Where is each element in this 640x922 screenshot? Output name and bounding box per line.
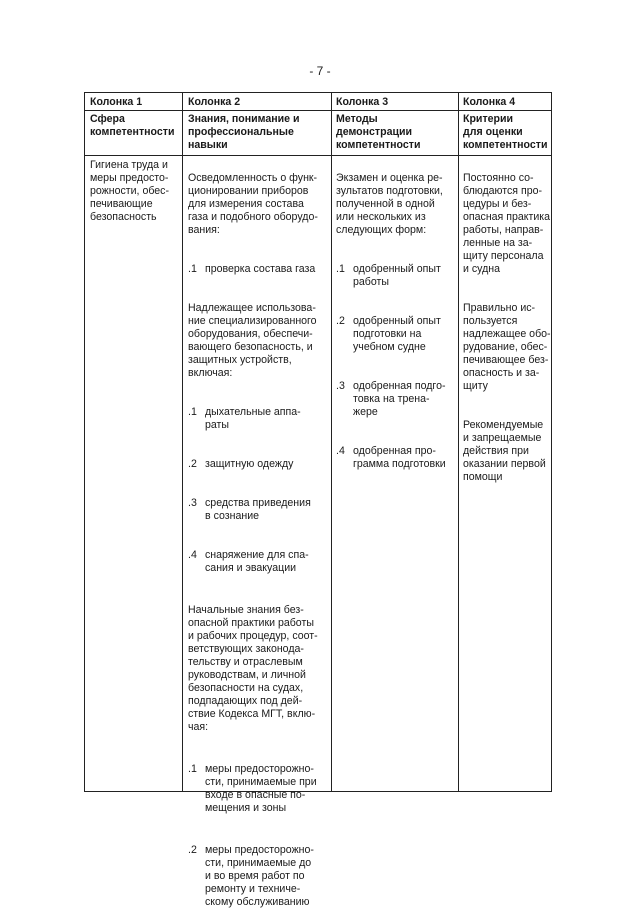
list-item: [188, 844, 329, 909]
list-item-number: .1: [336, 263, 345, 275]
list-item-number: .1: [188, 263, 197, 275]
list-item-number: .2: [188, 844, 197, 856]
list-item-number: .3: [188, 497, 197, 509]
list-item-text: проверка состава газа: [205, 263, 316, 275]
list-item: [188, 497, 329, 523]
list-item: [336, 380, 457, 419]
list-item-text: одобренная про- грамма подготовки: [353, 445, 446, 470]
knowledge-column: [188, 159, 329, 922]
list-item: [188, 763, 329, 815]
list-item-text: меры предосторожно- сти, принимаемые до и во время работ по ремонту и техниче- скому обслуживанию: [205, 844, 314, 908]
row-divider: [85, 110, 551, 111]
page-number: - 7 -: [309, 64, 331, 78]
column-label-1: Колонка 1: [90, 96, 143, 108]
knowledge-paragraph: Осведомленность о функ- ционировании приборов для измерения состава газа и подобного оборудо- вания:: [188, 172, 318, 236]
methods-paragraph: Экзамен и оценка ре- зультатов подготовки, полученной в одной или нескольких из следующих форм:: [336, 172, 443, 236]
list-item-number: .2: [336, 315, 345, 327]
list-item-text: одобренный опыт работы: [353, 263, 441, 288]
knowledge-paragraph: Надлежащее использова- ние специализированного оборудования, обеспечи- вающего безопасность, и защитных устройств, включая:: [188, 302, 317, 379]
competence-table: [84, 92, 552, 908]
column-label-2: Колонка 2: [188, 96, 241, 108]
knowledge-paragraph: Начальные знания без- опасной практики работы и рабочих процедур, соот- ветствующих законода- тельству и отраслевым руководствам, и личной безопасности на судах, подпадающих под дей- ствие Кодекса МГТ, вклю- чая:: [188, 604, 318, 733]
list-item: [188, 406, 329, 432]
column-divider: [458, 93, 459, 791]
list-item-text: снаряжение для спа- сания и эвакуации: [205, 549, 309, 574]
column-divider: [331, 93, 332, 791]
list-item-number: .2: [188, 458, 197, 470]
criteria-paragraph: Рекомендуемые и запрещаемые действия при оказании первой помощи: [463, 419, 546, 483]
list-item: [188, 458, 329, 471]
column-label-4: Колонка 4: [463, 96, 516, 108]
column-divider: [182, 93, 183, 791]
list-item-text: одобренная подго- товка на трена- жере: [353, 380, 446, 418]
list-item-number: .4: [188, 549, 197, 561]
competence-area-text: Гигиена труда и меры предосто- рожности, обес- печивающие безопасность: [90, 159, 170, 223]
list-item: [188, 263, 329, 276]
list-item-text: защитную одежду: [205, 458, 294, 470]
list-item-number: .3: [336, 380, 345, 392]
list-item-number: .4: [336, 445, 345, 457]
list-item: [336, 263, 457, 289]
header-criteria: Критерии для оценки компетентности: [463, 113, 548, 151]
header-competence-area: Сфера компетентности: [90, 113, 175, 138]
list-item: [336, 315, 457, 354]
criteria-column: [463, 159, 553, 497]
criteria-paragraph: Постоянно со- блюдаются про- цедуры и без- опасная практика работы, направ- ленные на за- щиту персонала и судна: [463, 172, 551, 275]
list-item-text: одобренный опыт подготовки на учебном судне: [353, 315, 441, 353]
list-item-number: .1: [188, 763, 197, 775]
list-item: [336, 445, 457, 471]
row-divider: [85, 155, 551, 156]
list-item-text: дыхательные аппа- раты: [205, 406, 301, 431]
header-knowledge: Знания, понимание и профессиональные навыки: [188, 113, 300, 151]
list-item-number: .1: [188, 406, 197, 418]
column-label-3: Колонка 3: [336, 96, 389, 108]
list-item: [188, 549, 329, 575]
header-methods: Методы демонстрации компетентности: [336, 113, 421, 151]
methods-column: [336, 159, 457, 484]
criteria-paragraph: Правильно ис- пользуется надлежащее обо- рудование, обес- печивающее без- опасность и за- щиту: [463, 302, 551, 392]
list-item-text: меры предосторожно- сти, принимаемые при входе в опасные по- мещения и зоны: [205, 763, 317, 814]
list-item-text: средства приведения в сознание: [205, 497, 311, 522]
